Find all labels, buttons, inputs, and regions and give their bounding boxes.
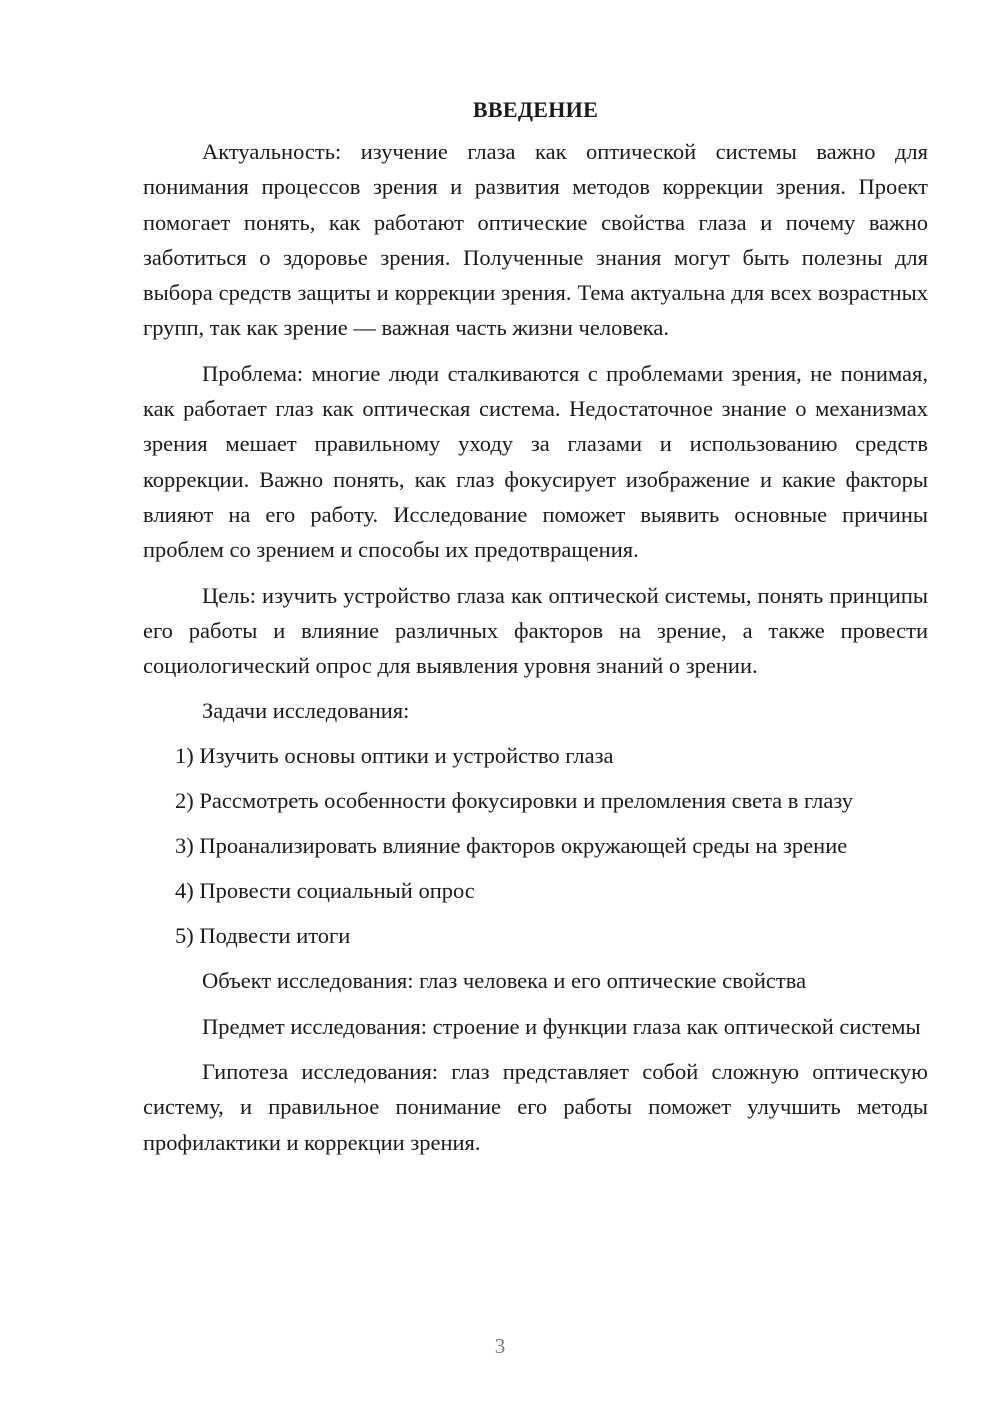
- goal-paragraph: Цель: изучить устройство глаза как оптической системы, понять принципы его работы и влияние различных факторов на зрение, а также провести социологический опрос для выявления уровня знаний о зрении.: [143, 582, 928, 679]
- problem-paragraph: Проблема: многие люди сталкиваются с проблемами зрения, не понимая, как работает глаз как оптическая система. Недостаточное знание о механизмах зрения мешает правильному уходу за глазами и использованию средств коррекции. Важно понять, как глаз фокусирует изображение и какие факторы влияют на его работу. Исследование поможет выявить основные причины проблем со зрением и способы их предотвращения.: [143, 360, 928, 563]
- task-item-5: 5) Подвести итоги: [175, 923, 351, 949]
- document-page: [143, 92, 928, 1170]
- task-list: [143, 738, 928, 953]
- tasks-intro: Задачи исследования:: [202, 698, 410, 724]
- hypothesis-paragraph: Гипотеза исследования: глаз представляет собой сложную оптическую систему, и правильное понимание его работы поможет улучшить методы профилактики и коррекции зрения.: [143, 1059, 928, 1155]
- section-heading: ВВЕДЕНИЕ: [472, 97, 599, 122]
- task-item-1: 1) Изучить основы оптики и устройство глаза: [175, 743, 614, 769]
- task-item-4: 4) Провести социальный опрос: [175, 878, 475, 904]
- task-item-3: 3) Проанализировать влияние факторов окружающей среды на зрение: [175, 833, 848, 859]
- object-paragraph: Объект исследования: глаз человека и его оптические свойства: [202, 968, 807, 994]
- subject-paragraph: Предмет исследования: строение и функции глаза как оптической системы: [202, 1013, 921, 1039]
- relevance-paragraph: Актуальность: изучение глаза как оптической системы важно для понимания процессов зрения и развития методов коррекции зрения. Проект помогает понять, как работают оптические свойства глаза и почему важно заботиться о здоровье зрения. Полученные знания могут быть полезны для выбора средств защиты и коррекции зрения. Тема актуальна для всех возрастных групп, так как зрение — важная часть жизни человека.: [143, 139, 928, 341]
- page-number: 3: [494, 1334, 506, 1358]
- task-item-2: 2) Рассмотреть особенности фокусировки и преломления света в глазу: [175, 788, 853, 814]
